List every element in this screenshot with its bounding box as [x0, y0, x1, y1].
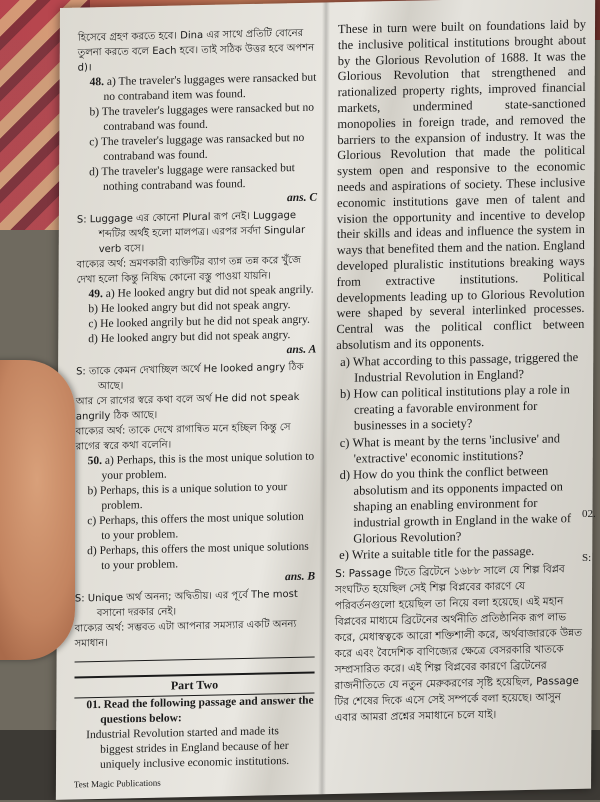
question-a: a) What according to this passage, triggered the Industrial Revolution in England?: [340, 349, 579, 385]
option-b: b) Perhaps, this is a unique solution to your problem.: [87, 481, 288, 512]
answer-label: ans. A: [286, 343, 317, 357]
answer-label: ans. B: [284, 570, 316, 584]
question-number: 50.: [87, 454, 103, 468]
question-number: 01.: [86, 698, 101, 712]
question-d: d) How do you think the conflict between absolutism and its opponents impacted on shaping an enabling environment for industrial growth in England in the wake of Glorious Revolution?: [339, 463, 572, 546]
passage-text: These in turn were built on foundations laid by the inclusive political institutions brought about by the Glorious Revolution of 1688. It was the Glorious Revolution that strengthened and rationalized property rights, improved financial markets, undermined state-sanctioned monopolies in foreign trade, and removed the barriers to the expansion of industry. It was the Glorious Revolution that made the political system open and responsive to the economic needs and aspirations of society. These inclusive economic institutions gave men of talent and vision the opportunity and incentive to develop their skills and ideas and influence the system in ways that benefited them and the nation. England developed pluralistic institutions breaking ways from extractive institutions. Political developments leading up to Glorious Revolution were shaped by several interlinked processes. Central was the political conflict between absolutism and its opponents.: [336, 16, 587, 353]
question-50: [75, 449, 316, 651]
book-page: [56, 0, 595, 800]
solution-meaning: বাক্যের অর্থ: সম্ভবত এটা আপনার সমস্যার একটি অনন্য সমাধান।: [74, 618, 297, 650]
solution-meaning: বাক্যের অর্থ: তাকে দেখে রাগান্বিত মনে হচ্ছিল কিন্তু সে রাগের স্বরে কথা বলেনি।: [75, 422, 291, 453]
solution-text-2: আর সে রাগের স্বরে কথা বলে অর্থ He did not speak angrily ঠিক আছে।: [75, 391, 300, 423]
question-number: 48.: [89, 76, 105, 89]
option-d: d) The traveler's luggage were ransacked but nothing contraband was found.: [89, 162, 295, 194]
passage-solution: S: Passage টিতে ব্রিটেনে ১৬৮৮ সালে যে শিল্প বিপ্লব সংঘটিত হয়েছিল সেই শিল্প বিপ্লবের কারণে যে পরিবর্তনগুলো হয়েছিল তা নিয়ে বলা হয়েছে। এই মহান বিপ্লবের মাধ্যমে ব্রিটেনের অর্থনীতি প্রতিষ্ঠানিক রূপ লাভ করে, মেধাস্বত্বকে আরো শক্তিশালী করে, অর্থবাজারকে উন্নত করে এবং বৈদেশিক বাণিজ্যের ক্ষেত্রে বেসরকারি খাতকে সম্প্রসারিত করে। এই শিল্প বিপ্লবের কারণে ব্রিটেনের রাজনীতিতে যে নতুন মেরুকরণের সৃষ্টি হয়েছিল, Passage টির শেষের দিকে এসে সেই সম্পর্কে বলা হয়েছে। আসুন এবার আমরা প্রশ্নের সমাধানে চলে যাই।: [334, 563, 583, 725]
option-d: d) Perhaps, this offers the most unique solutions to your problem.: [87, 540, 309, 572]
solution-text: S: Unique অর্থ অনন্য; অদ্বিতীয়। এর পূর্বে The most বসানো দরকার নেই।: [74, 588, 298, 620]
question-48: [77, 71, 318, 288]
solution-text: S: তাকে কেমন দেখাচ্ছিল অর্থে He looked angry ঠিক আছে।: [76, 361, 304, 393]
option-a: a) The traveler's luggages were ransacked but no contraband item was found.: [103, 71, 317, 104]
question-e: e) Write a suitable title for the passage.: [339, 544, 535, 563]
passage-instruction: Read the following passage and answer the questions below:: [100, 694, 314, 726]
section-divider: [75, 656, 315, 662]
question-number: 49.: [88, 288, 103, 301]
option-b: b) He looked angry but did not speak angry.: [88, 299, 291, 316]
margin-number: 02.: [582, 508, 596, 520]
question-49: [76, 283, 317, 455]
option-a: a) He looked angry but did not speak angrily.: [105, 283, 314, 300]
right-column: [334, 17, 586, 726]
option-c: c) The traveler's luggage was ransacked but no contraband was found.: [89, 131, 305, 164]
option-d: d) He looked angry but did not speak angry.: [88, 329, 291, 346]
solution-meaning: বাক্যের অর্থ: ভ্রমণকারী ব্যক্তিটির ব্যাগ তন্ন তন্ন করে খুঁজে দেখা হলো কিন্তু নিষিদ্ধ কোনো বস্তু পাওয়া যায়নি।: [76, 254, 302, 286]
option-c: c) Perhaps, this offers the most unique solution to your problem.: [87, 510, 304, 542]
part-two-heading: Part Two: [74, 671, 314, 698]
margin-label: S:: [582, 552, 592, 564]
answer-label: ans. C: [286, 191, 318, 205]
passage-start: Industrial Revolution started and made its biggest strides in England because of her uniquely inclusive economic institutions.: [86, 725, 290, 771]
option-b: b) The traveler's luggages were ransacked but no contraband was found.: [89, 101, 315, 134]
option-a: a) Perhaps, this is the most unique solution to your problem.: [101, 450, 315, 482]
question-b: b) How can political institutions play a role in creating a favorable environment for businesses in a society?: [340, 382, 570, 433]
question-c: c) What is meant by the terns 'inclusive' and 'extractive' economic institutions?: [339, 431, 561, 466]
publisher-footer: Test Magic Publications: [73, 777, 161, 790]
book-spine: [318, 2, 330, 794]
solution-text: S: Luggage এর কোনো Plural রূপ নেই। Luggage শব্দটির অর্থই হলো মালপত্র। এরপর সর্বদা Singular verb বসে।: [76, 209, 306, 256]
left-column: [74, 23, 318, 802]
intro-text: হিসেবে গ্রহণ করতে হবে। Dina এর সাথে প্রতিটি বোনের তুলনা করতে বলে Each হবে। তাই সঠিক উত্তর হবে অপশন d)।: [77, 27, 315, 74]
option-c: c) He looked angrily but he did not speak angry.: [88, 313, 310, 331]
thumb: [0, 360, 75, 660]
